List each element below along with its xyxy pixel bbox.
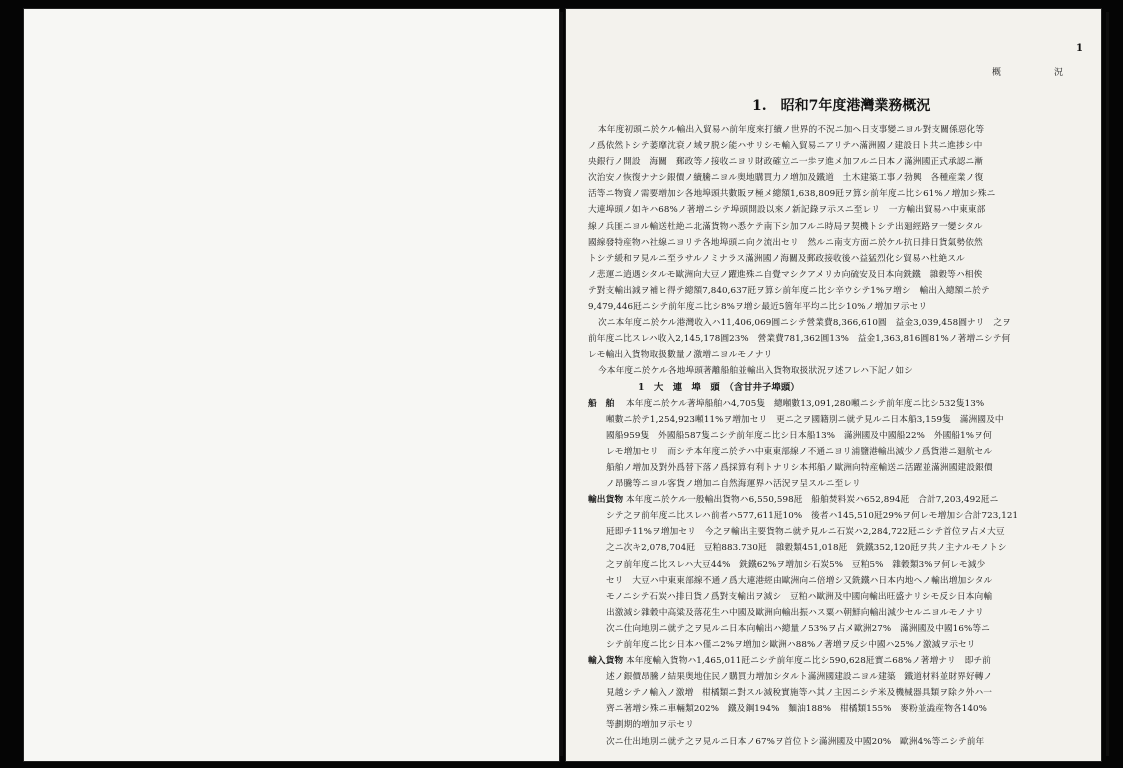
paragraph-line: ノ悲運ニ逍遇シタルモ歐洲向大豆ノ躍進殊ニ自覺マシクアメリカ向硫安及日本向銑鐵 雜穀等ハ相俟 — [588, 269, 983, 280]
body-text — [588, 122, 1088, 750]
paragraph-line: レモ輸出入貨物取扱數量ノ激増ニヨルモノナリ — [588, 350, 773, 361]
blank-left-page — [24, 9, 559, 761]
page-number: 1 — [1076, 43, 1083, 54]
imports-line: 見越シテノ輸入ノ激増 柑橘類ニ對スル減稅實施等ハ其ノ主因ニシテ米及機械器具類ヲ除ク外ハ一 — [606, 688, 993, 699]
paragraph-line: 大連埠頭ノ如キハ68%ノ著増ニシテ埠頭開設以來ノ新記錄ヲ示スニ至レリ 一方輸出貿易ハ中東東部 — [588, 205, 986, 216]
imports-line: 次ニ仕出地別ニ就テ之ヲ見ルニ日本ノ67%ヲ首位トシ滿洲國及中國20% 歐洲4%等ニシテ前年 — [606, 736, 985, 747]
exports-line: シテ之ヲ前年度ニ比スレハ前者ハ577,611瓩10% 後者ハ145,510瓩29%ヲ何レモ増加シ合計723,121 — [606, 511, 1019, 522]
running-head: 概 況 — [991, 68, 1085, 78]
exports-line: 之ニ次キ2,078,704瓩 豆粕883.730瓩 雜穀類451,018瓩 銑鐵352,120瓩ヲ共ノ主ナルモノトシ — [606, 543, 1007, 554]
exports-line — [588, 492, 1088, 508]
ships-line: 國船959隻 外國船587隻ニシテ前年度ニ比シ日本船13% 滿洲國及中國船22% 外國船1%ヲ何 — [606, 430, 992, 441]
ships-text: 本年度ニ於ケル著埠船舶ハ4,705隻 總噸數13,091,280噸ニシテ前年度ニ比シ532隻13% — [626, 398, 985, 409]
imports-line — [588, 653, 1088, 669]
ships-line: 船舶ノ増加及對外爲替下落ノ爲採算有利トナリシ本邦船ノ歐洲向特産輸送ニ活躍並滿洲國建設銀價 — [606, 462, 993, 473]
exports-line: 之ヲ前年度ニ比スレハ大豆44% 銑鐵62%ヲ増加シ石炭5% 豆粕5% 雜穀類3%ヲ何レモ減少 — [606, 559, 986, 570]
imports-line: 述ノ銀價昂騰ノ結果奥地住民ノ購買力増加シタルト滿洲國建設ニヨル建築 鐵道材料並財界好轉ノ — [606, 672, 993, 683]
ships-line: ノ昂騰等ニヨル客貨ノ増加ニ自然海運界ハ活況ヲ呈スルニ至レリ — [606, 479, 861, 490]
imports-text: 本年度輸入貨物ハ1,465,011瓩ニシテ前年度ニ比シ590,628瓩實ニ68%ノ著増ナリ 即チ前 — [626, 656, 991, 667]
exports-line: セリ 大豆ハ中東東部線不通ノ爲大連港經由歐洲向ニ倍増シ又銑鐵ハ日本内地ヘノ輸出増加シタル — [606, 575, 993, 586]
paragraph-line: 次治安ノ恢復ナナシ銀價ノ續騰ニヨル奥地購買力ノ増加及鐵道 土木建築工事ノ勃興 各種産業ノ復 — [588, 173, 984, 184]
paragraph-line: 央銀行ノ開設 海關 郵政等ノ接收ニヨリ財政確立ニ一歩ヲ進メ加フルニ日本ノ滿洲國正式承認ニ漸 — [588, 157, 984, 168]
right-edge — [1106, 12, 1109, 756]
paragraph-line: 前年度ニ比スレハ收入2,145,178圓23% 營業費781,362圓13% 益金1,363,816圓81%ノ著増ニシテ何 — [588, 334, 1011, 345]
exports-label: 輸出貨物 — [588, 495, 624, 506]
section-heading: 1 大 連 埠 頭 （含甘井子埠頭） — [638, 381, 800, 393]
paragraph-line: トシテ緩和ヲ見ルニ至ラサルノミナラス滿洲國ノ海關及郵政接收後ハ益猛烈化シ貿易ハ杜絶スル — [588, 253, 965, 264]
exports-line: シテ前年度ニ比シ日本ハ僅ニ2%ヲ増加シ歐洲ハ88%ノ著増ヲ反シ中國ハ25%ノ激減ヲ示セリ — [606, 640, 976, 650]
paragraph-line: テ對支輸出減ヲ補ヒ得テ總額7,840,637瓩ヲ算シ前年度ニ比シ辛ウシテ1%ヲ増シ 輸出入總額ニ於テ — [588, 285, 990, 296]
ships-line — [588, 396, 1088, 412]
paragraph-line: 9,479,446瓩ニシテ前年度ニ比シ8%ヲ増シ最近5箇年平均ニ比シ10%ノ増加ヲ示セリ — [588, 302, 928, 313]
exports-line: モノニシテ石炭ハ排日貨ノ爲對支輸出ヲ減シ 豆粕ハ歐洲及中國向輸出旺盛ナリシモ反シ日本向輸 — [606, 591, 993, 602]
paragraph-line: 國線發特産物ハ社線ニヨリテ各地埠頭ニ向ク流出セリ 然ルニ南支方面ニ於ケル抗日排日貨氣勢依然 — [588, 237, 983, 248]
paragraph-line: 活等ニ物資ノ需要増加シ各地埠頭共數販ヲ極メ總額1,638,809瓩ヲ算シ前年度ニ比シ61%ノ増加シ殊ニ — [588, 189, 996, 200]
page-title: 1. 昭和7年度港灣業務概況 — [752, 98, 931, 114]
paragraph-line: 本年度初頭ニ於ケル輸出入貿易ハ前年度來打續ノ世界的不況ニ加ヘ日支事變ニヨル對支關係惡化等 — [598, 125, 985, 135]
exports-line: 瓩即チ11%ヲ増加セリ 今之ヲ輸出主要貨物ニ就テ見ルニ石炭ハ2,284,722瓩ニシテ首位ヲ占メ大豆 — [606, 527, 1005, 538]
ships-line: レモ増加セリ 而シテ本年度ニ於テハ中東東部線ノ不通ニヨリ浦鹽港輸出減少ノ爲貨港ニ廻航セル — [606, 446, 993, 457]
imports-line: 齊ニ著増シ殊ニ車輛類202% 鐵及鋼194% 麵油188% 柑橘類155% 麥粉並澁産物各140% — [606, 704, 988, 715]
exports-line: 次ニ仕向地別ニ就テ之ヲ見ルニ日本向輸出ハ總量ノ53%ヲ占メ歐洲27% 滿洲國及中國16%等ニ — [606, 623, 990, 634]
ships-line: 噸數ニ於テ1,254,923噸11%ヲ増加セリ 更ニ之ヲ國籍別ニ就テ見ルニ日本船3,159隻 滿洲國及中 — [606, 414, 1004, 425]
imports-line: 等劃期的増加ヲ示セリ — [606, 720, 694, 731]
exports-line: 出激減シ雜穀中高粱及落花生ハ中國及歐洲向輸出振ハス粟ハ朝鮮向輸出減少セルニヨルモノナリ — [606, 607, 984, 618]
paragraph-line: 次ニ本年度ニ於ケル港灣收入ハ11,406,069圓ニシテ營業費8,366,610圓 益金3,039,458圓ナリ 之ヲ — [598, 318, 1011, 329]
paragraph-line: ノ爲依然トシテ萎靡沈衰ノ域ヲ脱シ能ハサリシモ輸入貿易ニアリテハ滿洲國ノ建設日ト共ニ進捗シ中 — [588, 141, 983, 152]
paragraph-line: 今本年度ニ於ケル各地埠頭著離船舶並輸出入貨物取扱狀況ヲ述フレハ下記ノ如シ — [598, 366, 913, 377]
imports-label: 輸入貨物 — [588, 656, 624, 667]
exports-text: 本年度ニ於ケル一般輸出貨物ハ6,550,598瓩 船舶焚料炭ハ652,894瓩 合計7,203,492瓩ニ — [626, 495, 999, 506]
ships-label: 船 舶 — [588, 398, 615, 409]
paragraph-line: 線ノ兵匪ニヨル輸送杜絶ニ北滿貨物ハ悉ケテ南下シ加フルニ時局ヲ契機トシテ出廻經路ヲ一變シタル — [588, 221, 983, 232]
page-gutter — [560, 12, 563, 756]
text-page — [566, 9, 1101, 761]
